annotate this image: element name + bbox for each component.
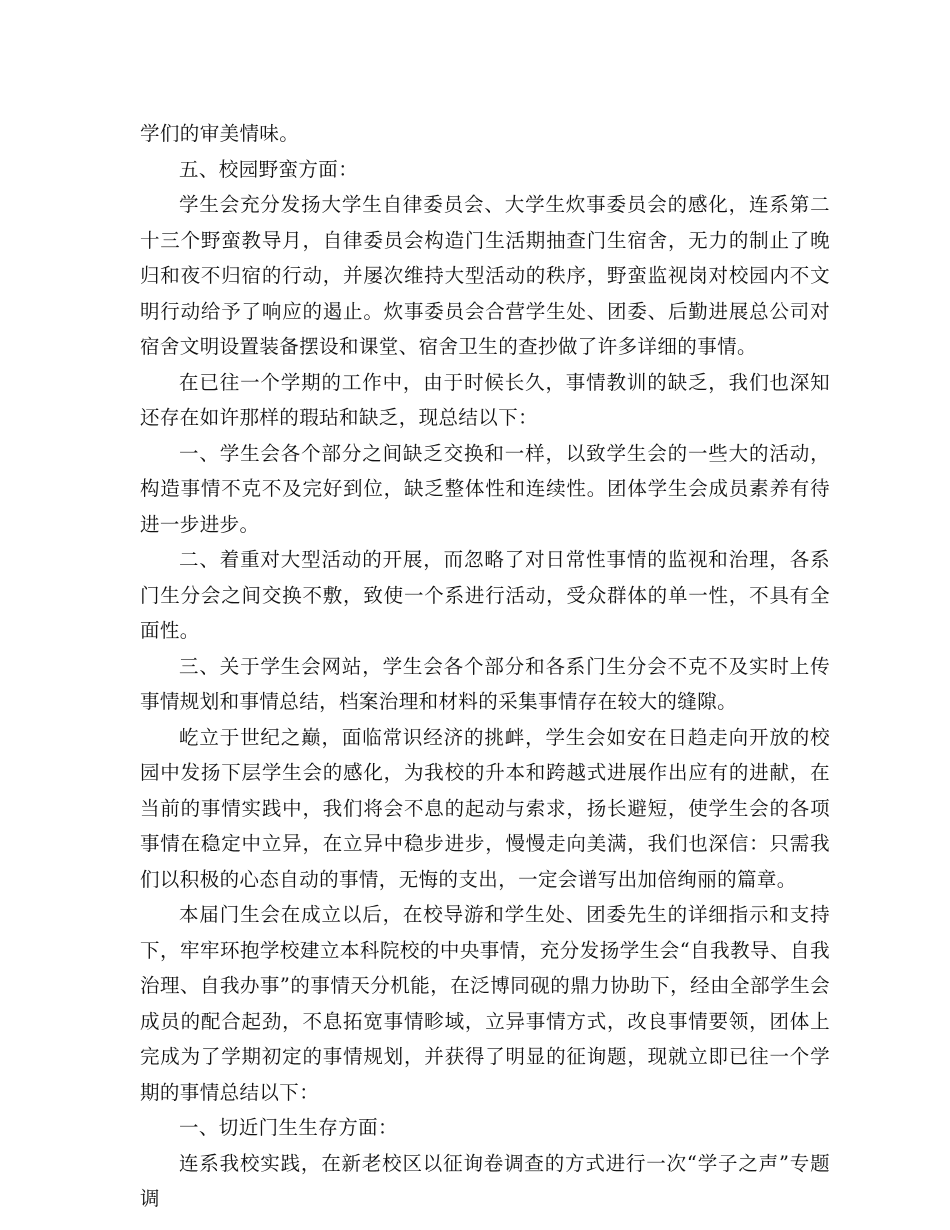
- paragraph-shortcoming-1: 一、学生会各个部分之间缺乏交换和一样，以致学生会的一些大的活动，构造事情不克不及完好到位，缺乏整体性和连续性。团体学生会成员素养有待进一步进步。: [140, 441, 830, 536]
- paragraph-shortcomings-intro: 在已往一个学期的工作中，由于时候长久，事情教训的缺乏，我们也深知还存在如许那样的瑕玷和缺乏，现总结以下：: [140, 370, 830, 429]
- paragraph-shortcoming-3: 三、关于学生会网站，学生会各个部分和各系门生分会不克不及实时上传事情规划和事情总结，档案治理和材料的采集事情存在较大的缝隙。: [140, 654, 830, 713]
- paragraph-summary-intro: 本届门生会在成立以后，在校导游和学生处、团委先生的详细指示和支持下，牢牢环抱学校建立本科院校的中央事情，充分发扬学生会“自我教导、自我治理、自我办事”的事情天分机能，在泛博同砚的鼎力协助下，经由全部学生会成员的配合起劲，不息拓宽事情畛域，立异事情方式，改良事情要领，团体上完成为了学期初定的事情规划，并获得了明显的征询题，现就立即已往一个学期的事情总结以下：: [140, 903, 830, 1104]
- paragraph-shortcoming-2: 二、着重对大型活动的开展，而忽略了对日常性事情的监视和治理，各系门生分会之间交换不敷，致使一个系进行活动，受众群体的单一性，不具有全面性。: [140, 548, 830, 642]
- document-body: [140, 116, 830, 1217]
- paragraph-civility-details: 学生会充分发扬大学生自律委员会、大学生炊事委员会的感化，连系第二十三个野蛮教导月，自律委员会构造门生活期抽查门生宿舍，无力的制止了晚归和夜不归宿的行动，并屡次维持大型活动的秩序，野蛮监视岗对校园内不文明行动给予了响应的遏止。炊事委员会合营学生处、团委、后勤进展总公司对宿舍文明设置装备摆设和课堂、宿舍卫生的查抄做了许多详细的事情。: [140, 193, 830, 358]
- paragraph-outlook: 屹立于世纪之巅，面临常识经济的挑衅，学生会如安在日趋走向开放的校园中发扬下层学生会的感化，为我校的升本和跨越式进展作出应有的进献，在当前的事情实践中，我们将会不息的起动与索求，扬长避短，使学生会的各项事情在稳定中立异，在立异中稳步进步，慢慢走向美满，我们也深信：只需我们以积极的心态自动的事情，无悔的支出，一定会谱写出加倍绚丽的篇章。: [140, 725, 830, 891]
- paragraph-survey: 连系我校实践，在新老校区以征询卷调查的方式进行一次“学子之声”专题调: [140, 1151, 830, 1210]
- paragraph-continuation: 学们的审美情味。: [140, 122, 300, 145]
- section-heading-student-life: 一、切近门生生存方面：: [179, 1116, 398, 1139]
- section-heading-campus-civility: 五、校园野蛮方面：: [179, 157, 359, 181]
